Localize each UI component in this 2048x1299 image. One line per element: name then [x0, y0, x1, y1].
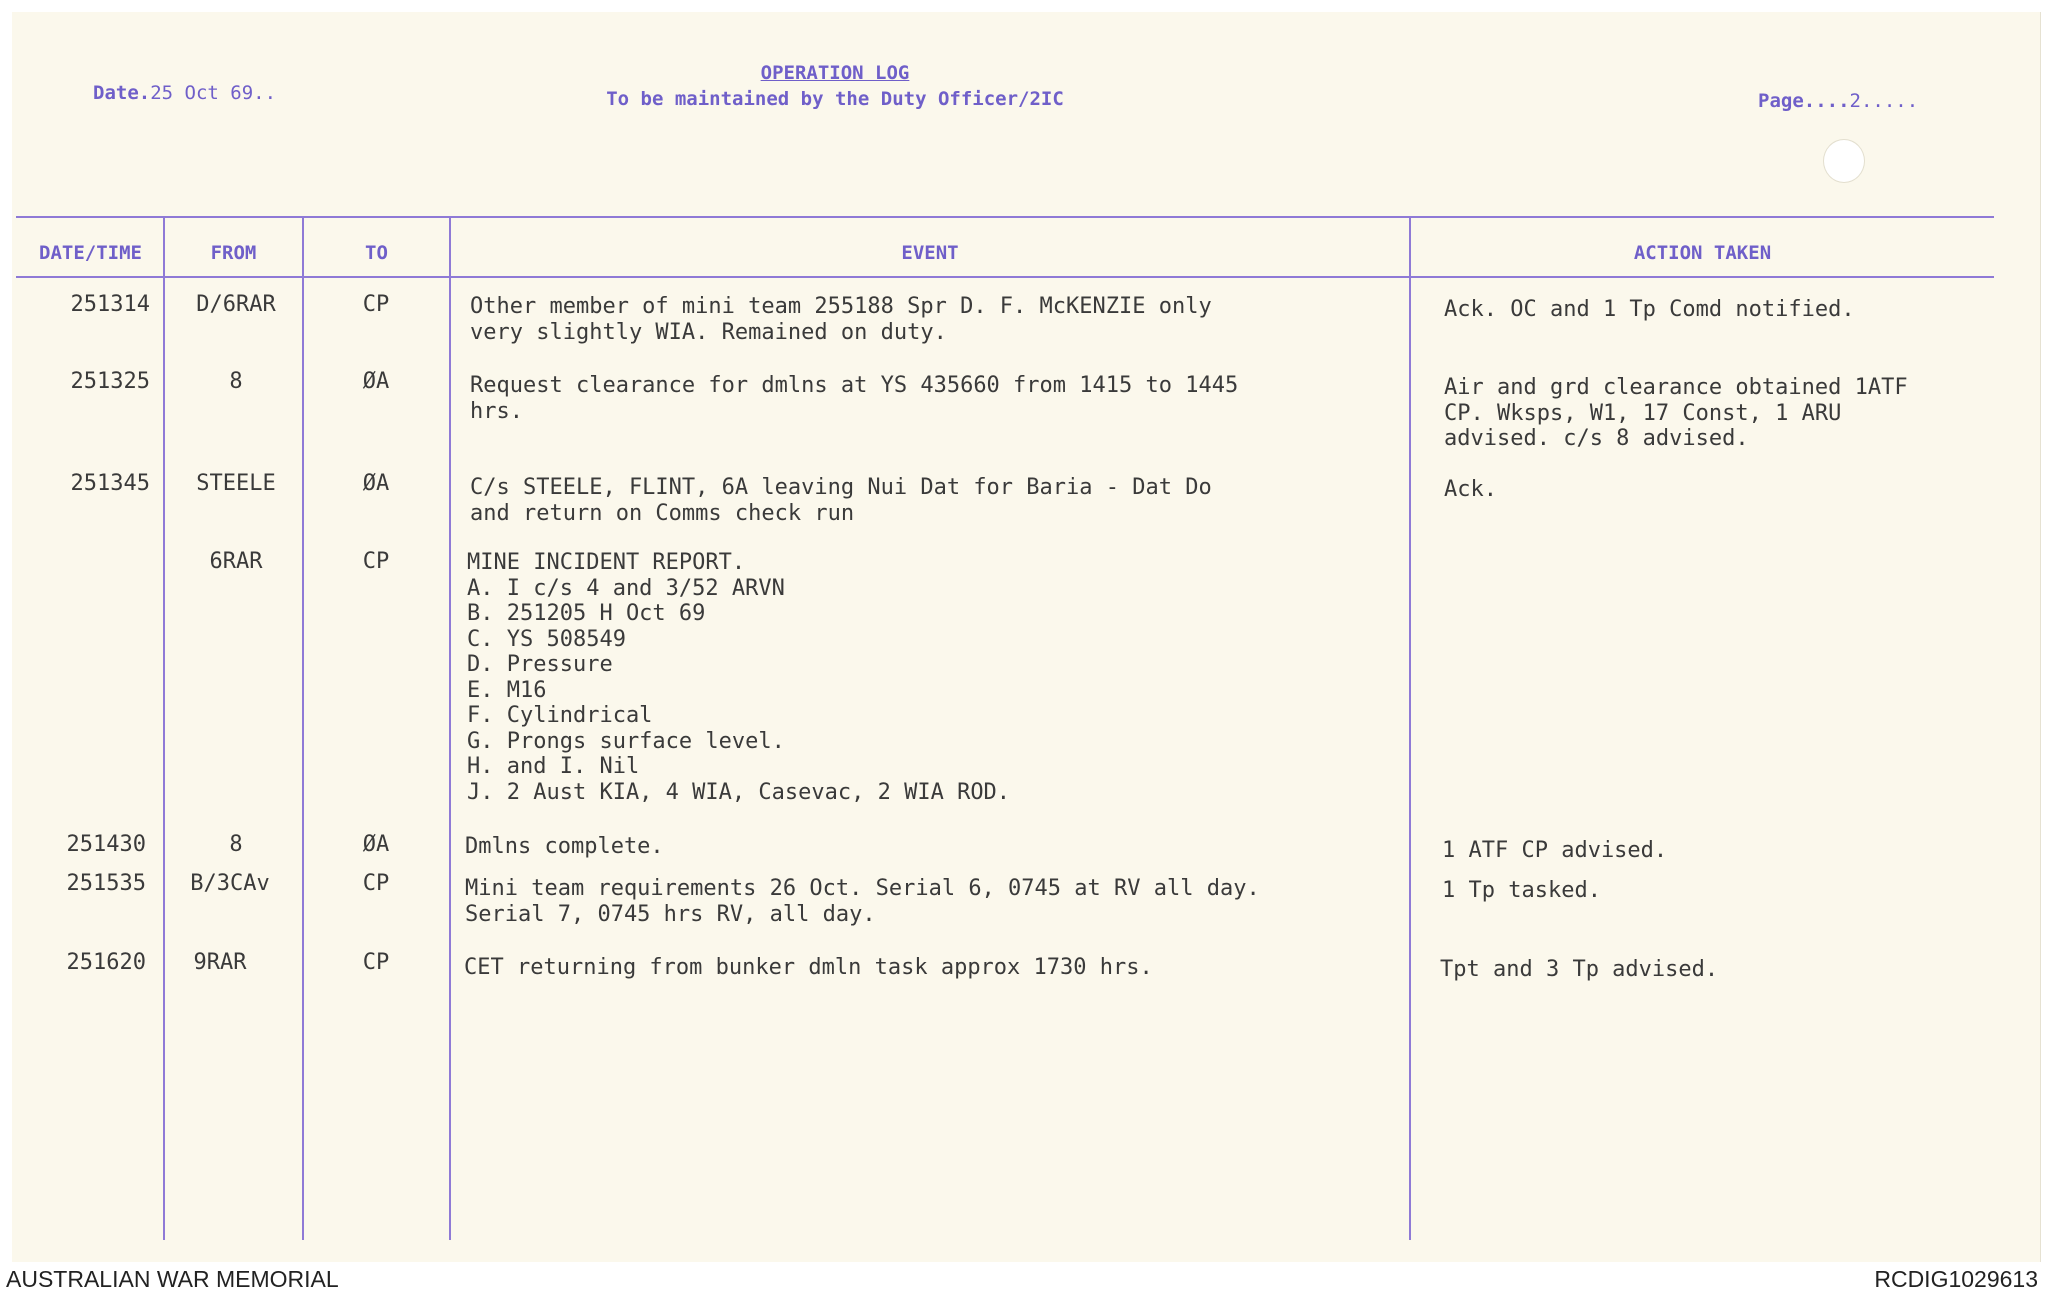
entry-from: 8	[229, 832, 243, 857]
entry-from: 8	[229, 369, 243, 394]
archive-reference: RCDIG1029613	[1874, 1266, 2038, 1292]
entry-from: B/3CAv	[190, 871, 270, 896]
column-divider-time	[163, 216, 165, 1240]
table-header-rule	[16, 276, 1994, 278]
entry-event: Request clearance for dmlns at YS 435660 from 1415 to 1445 hrs.	[470, 373, 1239, 424]
entry-to: CP	[362, 292, 390, 317]
entry-to: CP	[362, 871, 390, 896]
entry-time: 251314	[70, 292, 150, 317]
page-field	[1758, 90, 1918, 112]
entry-action: Tpt and 3 Tp advised.	[1440, 957, 1719, 982]
entry-action: 1 Tp tasked.	[1442, 878, 1601, 903]
entry-event: Dmlns complete.	[465, 834, 664, 859]
log-sheet	[12, 12, 2041, 1262]
date-field	[93, 82, 276, 104]
date-label: Date.	[93, 82, 151, 104]
column-header-from: FROM	[210, 242, 257, 264]
entry-event: C/s STEELE, FLINT, 6A leaving Nui Dat for Baria - Dat Do and return on Comms check run	[470, 475, 1212, 526]
column-header-to: TO	[365, 242, 388, 264]
entry-from: D/6RAR	[196, 292, 276, 317]
log-title: OPERATION LOG	[760, 62, 910, 84]
archive-credit: AUSTRALIAN WAR MEMORIAL	[6, 1266, 339, 1292]
entry-action: Ack.	[1444, 477, 1497, 502]
column-divider-to	[449, 216, 451, 1240]
log-title-block	[560, 60, 1110, 112]
entry-action: Ack. OC and 1 Tp Comd notified.	[1444, 297, 1855, 322]
entry-action: 1 ATF CP advised.	[1442, 838, 1668, 863]
column-header-time: DATE/TIME	[39, 242, 142, 264]
entry-event: Mini team requirements 26 Oct. Serial 6, 0745 at RV all day. Serial 7, 0745 hrs RV, all day.	[465, 876, 1260, 927]
entry-from: 6RAR	[209, 549, 263, 574]
entry-to: CP	[362, 950, 390, 975]
entry-to: ØA	[362, 832, 390, 857]
entry-to: ØA	[362, 369, 390, 394]
entry-from: STEELE	[196, 471, 276, 496]
entry-to: ØA	[362, 471, 390, 496]
page-label: Page....	[1758, 90, 1850, 112]
column-header-event: EVENT	[901, 242, 959, 264]
column-divider-event	[1409, 216, 1411, 1240]
column-header-action: ACTION TAKEN	[1633, 242, 1772, 264]
entry-time: 251535	[66, 871, 146, 896]
log-subtitle: To be maintained by the Duty Officer/2IC	[606, 88, 1064, 110]
punch-hole	[1823, 139, 1865, 183]
entry-event: Other member of mini team 255188 Spr D. F. McKENZIE only very slightly WIA. Remained on duty.	[470, 294, 1212, 345]
entry-from: 9RAR	[193, 950, 247, 975]
entry-time: 251345	[70, 471, 150, 496]
entry-action: Air and grd clearance obtained 1ATF CP. Wksps, W1, 17 Const, 1 ARU advised. c/s 8 advised.	[1444, 375, 1908, 451]
entry-time: 251430	[66, 832, 146, 857]
entry-time: 251325	[70, 369, 150, 394]
date-value: 25 Oct 69..	[150, 82, 277, 104]
page-value: 2.....	[1849, 90, 1919, 112]
table-top-rule	[16, 216, 1994, 218]
entry-time: 251620	[66, 950, 146, 975]
entry-event: CET returning from bunker dmln task approx 1730 hrs.	[464, 955, 1153, 980]
entry-to: CP	[362, 549, 390, 574]
entry-event: MINE INCIDENT REPORT. A. I c/s 4 and 3/52 ARVN B. 251205 H Oct 69 C. YS 508549 D. Pressure E. M16 F. Cylindrical G. Prongs surface level. H. and I. Nil J. 2 Aust KIA, 4 WIA, Casevac, 2 WIA ROD.	[467, 550, 1011, 805]
